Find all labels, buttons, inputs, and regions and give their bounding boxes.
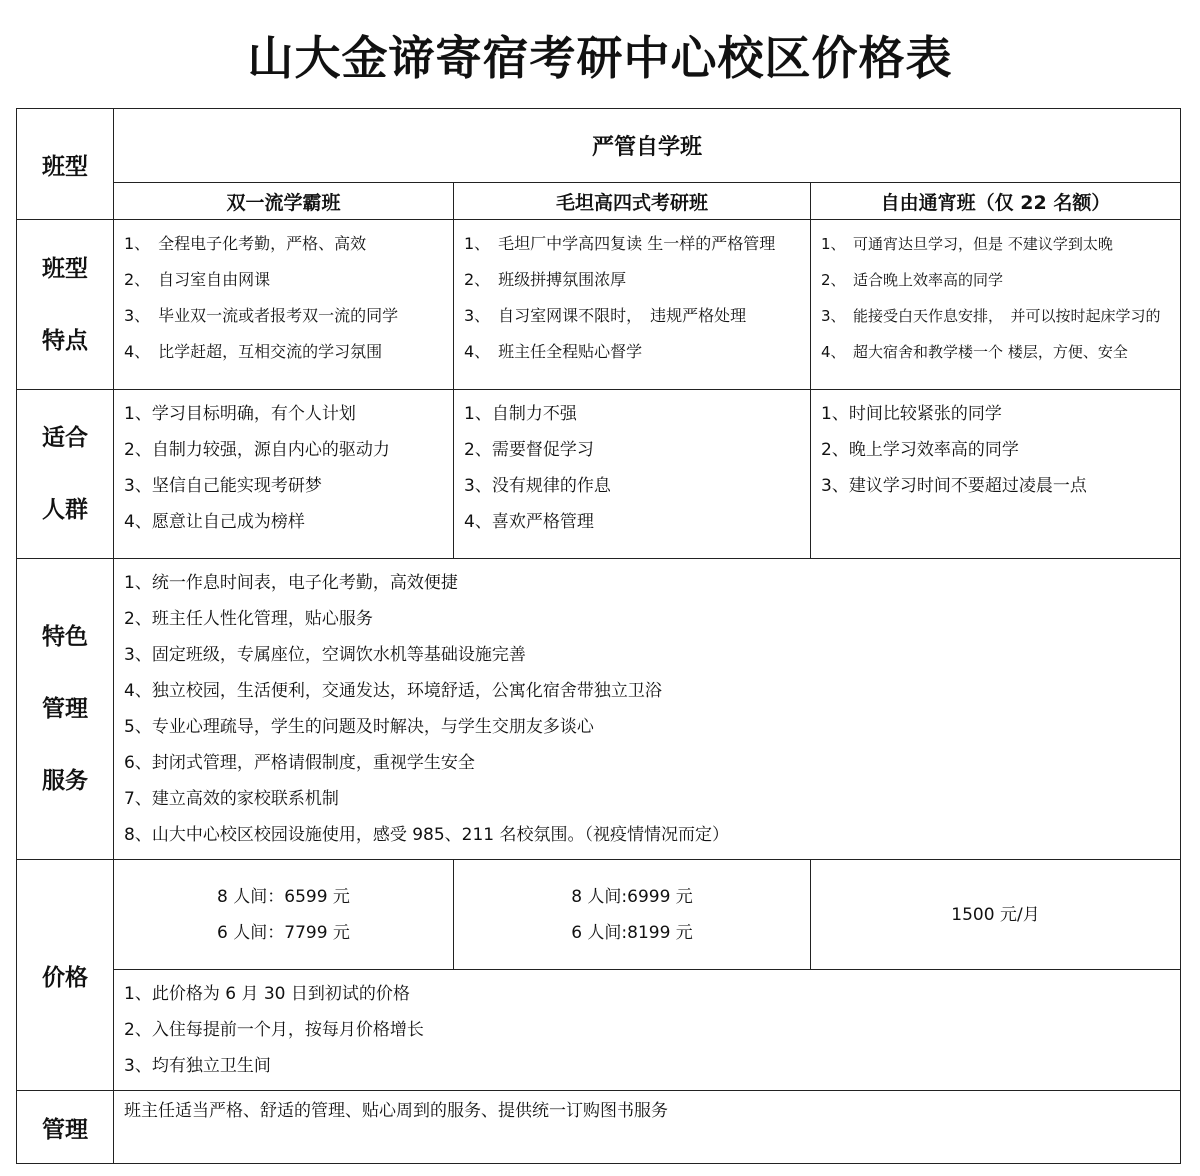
price-value: 1500 元/月 [951,904,1040,925]
list-item: 4、独立校园，生活便利，交通发达，环境舒适，公寓化宿舍带独立卫浴 [124,681,662,701]
list-item: 2、 适合晚上效率高的同学 [821,271,1004,289]
list-item: 2、自制力较强，源自内心的驱动力 [124,440,390,460]
list-item: 3、 能接受白天作息安排， 并可以按时起床学习的 [821,307,1161,325]
list-item: 6、封闭式管理，严格请假制度，重视学生安全 [124,753,475,773]
features-col-2 [454,220,811,390]
audience-col-2 [454,390,811,559]
list-item: 7、建立高效的家校联系机制 [124,789,339,809]
list-item: 3、坚信自己能实现考研梦 [124,476,322,496]
row-label-audience: 适合 人群 [17,390,114,559]
column-header-1: 双一流学霸班 [114,183,454,220]
list-item: 1、 可通宵达旦学习，但是 不建议学到太晚 [821,235,1113,253]
price-notes [114,970,1181,1091]
features-col-1 [114,220,454,390]
list-item: 3、均有独立卫生间 [124,1056,271,1076]
price-col-1 [114,860,454,970]
audience-col-3 [811,390,1181,559]
list-item: 1、时间比较紧张的同学 [821,404,1002,424]
price-table [16,108,1181,1164]
list-item: 1、自制力不强 [464,404,577,424]
list-item: 4、 比学赶超，互相交流的学习氛围 [124,342,383,361]
list-item: 2、入住每提前一个月，按每月价格增长 [124,1020,424,1040]
price-value: 6 人间:8199 元 [571,922,693,943]
features-col-3 [811,220,1181,390]
column-header-2: 毛坦高四式考研班 [454,183,811,220]
price-value: 8 人间:6999 元 [571,886,693,907]
row-label-services: 特色 管理 服务 [17,559,114,860]
list-item: 3、 毕业双一流或者报考双一流的同学 [124,306,399,325]
list-item: 2、 自习室自由网课 [124,270,271,289]
list-item: 4、愿意让自己成为榜样 [124,512,305,532]
row-label-class-type: 班型 [17,109,114,220]
group-header: 严管自学班 [114,109,1181,183]
price-value: 6 人间：7799 元 [217,922,350,943]
list-item: 1、 毛坦厂中学高四复读 生一样的严格管理 [464,234,776,253]
list-item: 2、需要督促学习 [464,440,594,460]
list-item: 2、晚上学习效率高的同学 [821,440,1019,460]
price-value: 8 人间：6599 元 [217,886,350,907]
list-item: 8、山大中心校区校园设施使用，感受 985、211 名校氛围。（视疫情情况而定） [124,825,730,845]
services-list [114,559,1181,860]
list-item: 3、 自习室网课不限时， 违规严格处理 [464,306,747,325]
list-item: 班主任适当严格、舒适的管理、贴心周到的服务、提供统一订购图书服务 [124,1101,668,1121]
price-col-2 [454,860,811,970]
page-title: 山大金谛寄宿考研中心校区价格表 [247,31,953,85]
list-item: 5、专业心理疏导，学生的问题及时解决，与学生交朋友多谈心 [124,717,594,737]
list-item: 1、统一作息时间表，电子化考勤，高效便捷 [124,573,458,593]
list-item: 2、 班级拼搏氛围浓厚 [464,270,627,289]
management-text [114,1091,1181,1164]
list-item: 4、 超大宿舍和教学楼一个 楼层，方便、安全 [821,343,1128,361]
list-item: 2、班主任人性化管理，贴心服务 [124,609,373,629]
row-label-price: 价格 [17,860,114,1091]
column-header-3: 自由通宵班（仅 22 名额） [811,183,1181,220]
row-label-features: 班型 特点 [17,220,114,390]
list-item: 4、喜欢严格管理 [464,512,594,532]
list-item: 3、建议学习时间不要超过凌晨一点 [821,476,1087,496]
audience-col-1 [114,390,454,559]
list-item: 1、学习目标明确，有个人计划 [124,404,356,424]
row-label-management: 管理 [17,1091,114,1164]
list-item: 3、没有规律的作息 [464,476,611,496]
list-item: 1、此价格为 6 月 30 日到初试的价格 [124,984,410,1004]
list-item: 3、固定班级，专属座位，空调饮水机等基础设施完善 [124,645,526,665]
list-item: 1、 全程电子化考勤，严格、高效 [124,234,367,253]
list-item: 4、 班主任全程贴心督学 [464,342,643,361]
price-col-3 [811,860,1181,970]
